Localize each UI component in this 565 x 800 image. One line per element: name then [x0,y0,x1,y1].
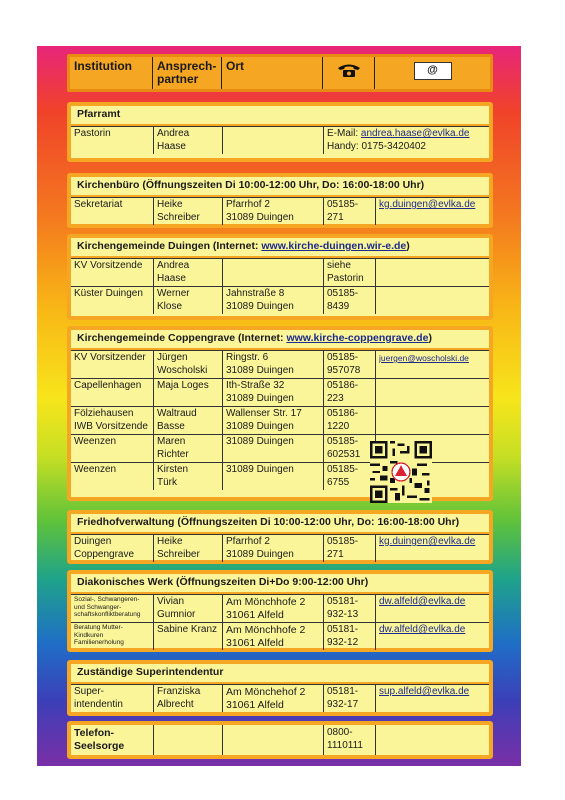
cell-address: Ith-Straße 32 31089 Duingen [222,379,323,406]
email-link[interactable]: juergen@woscholski.de [379,353,469,363]
cell-email [375,259,489,286]
table-row [71,126,489,154]
section-title: Kirchenbüro (Öffnungszeiten Di 10:00-12:00 Uhr, Do: 16:00-18:00 Uhr) [71,177,489,197]
cell-contact: Jürgen Woscholski [153,351,222,378]
cell-email [375,351,489,378]
cell-address: 31089 Duingen [222,463,323,490]
cell-contact: Heike Schreiber [153,198,222,225]
section-title: Diakonisches Werk (Öffnungszeiten Di+Do 9:00-12:00 Uhr) [71,574,489,594]
cell-role: Weenzen [74,436,117,447]
title-end: ) [428,332,432,344]
cell-email [375,287,489,314]
email-link[interactable]: andrea.haase@evlka.de [360,128,470,139]
cell-address: Am Mönchhofe 2 31061 Alfeld [222,595,323,622]
rainbow-background [37,46,521,766]
cell-role: KV Vorsitzender [74,352,146,363]
table-row [71,622,489,650]
cell-role: Weenzen [74,464,117,475]
email-link[interactable]: dw.alfeld@evlka.de [379,624,466,635]
cell-email [375,595,489,622]
table-row [71,378,489,406]
section-friedhof [67,510,493,564]
website-link[interactable]: www.kirche-coppengrave.de [286,332,429,344]
cell-role: Fölziehausen IWB Vorsitzende [74,408,148,432]
cell-role: Super- intendentin [74,686,123,710]
section-diakonie [67,570,493,652]
title-text: Kirchengemeinde Coppengrave (Internet: [77,332,287,344]
cell-address [222,127,323,154]
table-row [71,258,489,286]
cell-email [375,623,489,650]
title-text: Kirchengemeinde Duingen (Internet: [77,240,262,252]
header-location: Ort [221,57,322,89]
cell-phone: 0800- 1110111 [323,725,375,755]
cell-address: Pfarrhof 2 31089 Duingen [222,535,323,562]
section-title: Pfarramt [71,106,489,126]
table-row [71,725,489,755]
section-title [71,330,489,350]
title-end: ) [406,240,410,252]
cell-contact-details [323,127,489,154]
cell-phone: 05186- 223 [323,379,375,406]
cell-address: Pfarrhof 2 31089 Duingen [222,198,323,225]
cell-phone: 05185- 6755 [323,463,375,490]
email-link[interactable]: sup.alfeld@evlka.de [379,686,470,697]
cell-phone: 05185- 602531 [323,435,375,462]
cell-phone: 05185- 8439 [323,287,375,314]
cell-contact: Andrea Haase [153,259,222,286]
cell-email [375,725,489,755]
email-label: E-Mail: [327,128,361,139]
cell-phone: 05181- 932-13 [323,595,375,622]
cell-email [375,379,489,406]
cell-role: Telefon- Seelsorge [74,727,125,752]
cell-role: Duingen Coppengrave [74,536,135,560]
cell-contact: Vivian Gumnior [153,595,222,622]
cell-role: KV Vorsitzende [74,260,143,271]
table-row [71,534,489,562]
cell-address: Am Mönchehof 2 31061 Alfeld [222,685,323,712]
cell-email [375,535,489,562]
cell-role: Pastorin [74,128,111,139]
cell-role: Sozial-, Schwangeren- und Schwanger- schaftskonfliktberatung [74,596,141,618]
cell-address: 31089 Duingen [222,435,323,462]
cell-phone: 05181- 932-12 [323,623,375,650]
cell-contact: Maja Loges [153,379,222,406]
cell-contact: Waltraud Basse [153,407,222,434]
table-row [71,286,489,314]
website-link[interactable]: www.kirche-duingen.wir-e.de [261,240,407,252]
cell-address: Am Mönchhofe 2 31061 Alfeld [222,623,323,650]
section-pfarramt [67,102,493,162]
section-kirchenbuero [67,173,493,228]
cell-role: Beratung Mutter- Kindkuren Familienerholung [74,624,124,646]
header-institution: Institution [74,59,132,73]
cell-role: Sekretariat [74,199,123,210]
header-email [374,57,490,89]
section-title: Friedhofverwaltung (Öffnungszeiten Di 10:00-12:00 Uhr, Do: 16:00-18:00 Uhr) [71,514,489,534]
cell-role: Küster Duingen [74,288,143,299]
email-link[interactable]: kg.duingen@evlka.de [379,199,476,210]
section-title [71,238,489,258]
cell-phone: 05181- 932-17 [323,685,375,712]
cell-contact: Sabine Kranz [153,623,222,650]
table-row [71,350,489,378]
email-link[interactable]: kg.duingen@evlka.de [379,536,476,547]
cell-contact: Andrea Haase [153,127,222,154]
cell-address: Wallenser Str. 17 31089 Duingen [222,407,323,434]
cell-phone: 05185- 271 [323,198,375,225]
cell-contact: Heike Schreiber [153,535,222,562]
cell-address: Jahnstraße 8 31089 Duingen [222,287,323,314]
section-title: Zuständige Superintendentur [71,664,489,684]
section-seelsorge [67,721,493,759]
table-row [71,197,489,225]
mobile-number: Handy: 0175-3420402 [327,140,426,152]
cell-email [375,685,489,712]
header-phone [322,57,374,89]
email-link[interactable]: dw.alfeld@evlka.de [379,596,466,607]
header-contact: Ansprech- partner [152,57,221,89]
cell-contact: Maren Richter [153,435,222,462]
qr-code-icon[interactable] [370,441,432,503]
cell-contact: Kirsten Türk [153,463,222,490]
column-header-bar [67,54,493,92]
cell-address [222,725,323,755]
cell-phone: 05185- 271 [323,535,375,562]
cell-address [222,259,323,286]
cell-contact: Franziska Albrecht [153,685,222,712]
section-duingen [67,234,493,320]
table-row [71,406,489,434]
cell-address: Ringstr. 6 31089 Duingen [222,351,323,378]
envelope-at-icon: @ [414,62,452,80]
cell-phone: 05186- 1220 [323,407,375,434]
cell-phone: 05185- 957078 [323,351,375,378]
cell-role: Capellenhagen [74,380,142,391]
cell-email [375,198,489,225]
table-row [71,594,489,622]
telephone-icon [337,63,361,77]
table-row [71,684,489,712]
section-superintendentur [67,660,493,716]
cell-contact: Werner Klose [153,287,222,314]
cell-email [375,407,489,434]
cell-contact [153,725,222,755]
cell-phone: siehe Pastorin [323,259,375,286]
